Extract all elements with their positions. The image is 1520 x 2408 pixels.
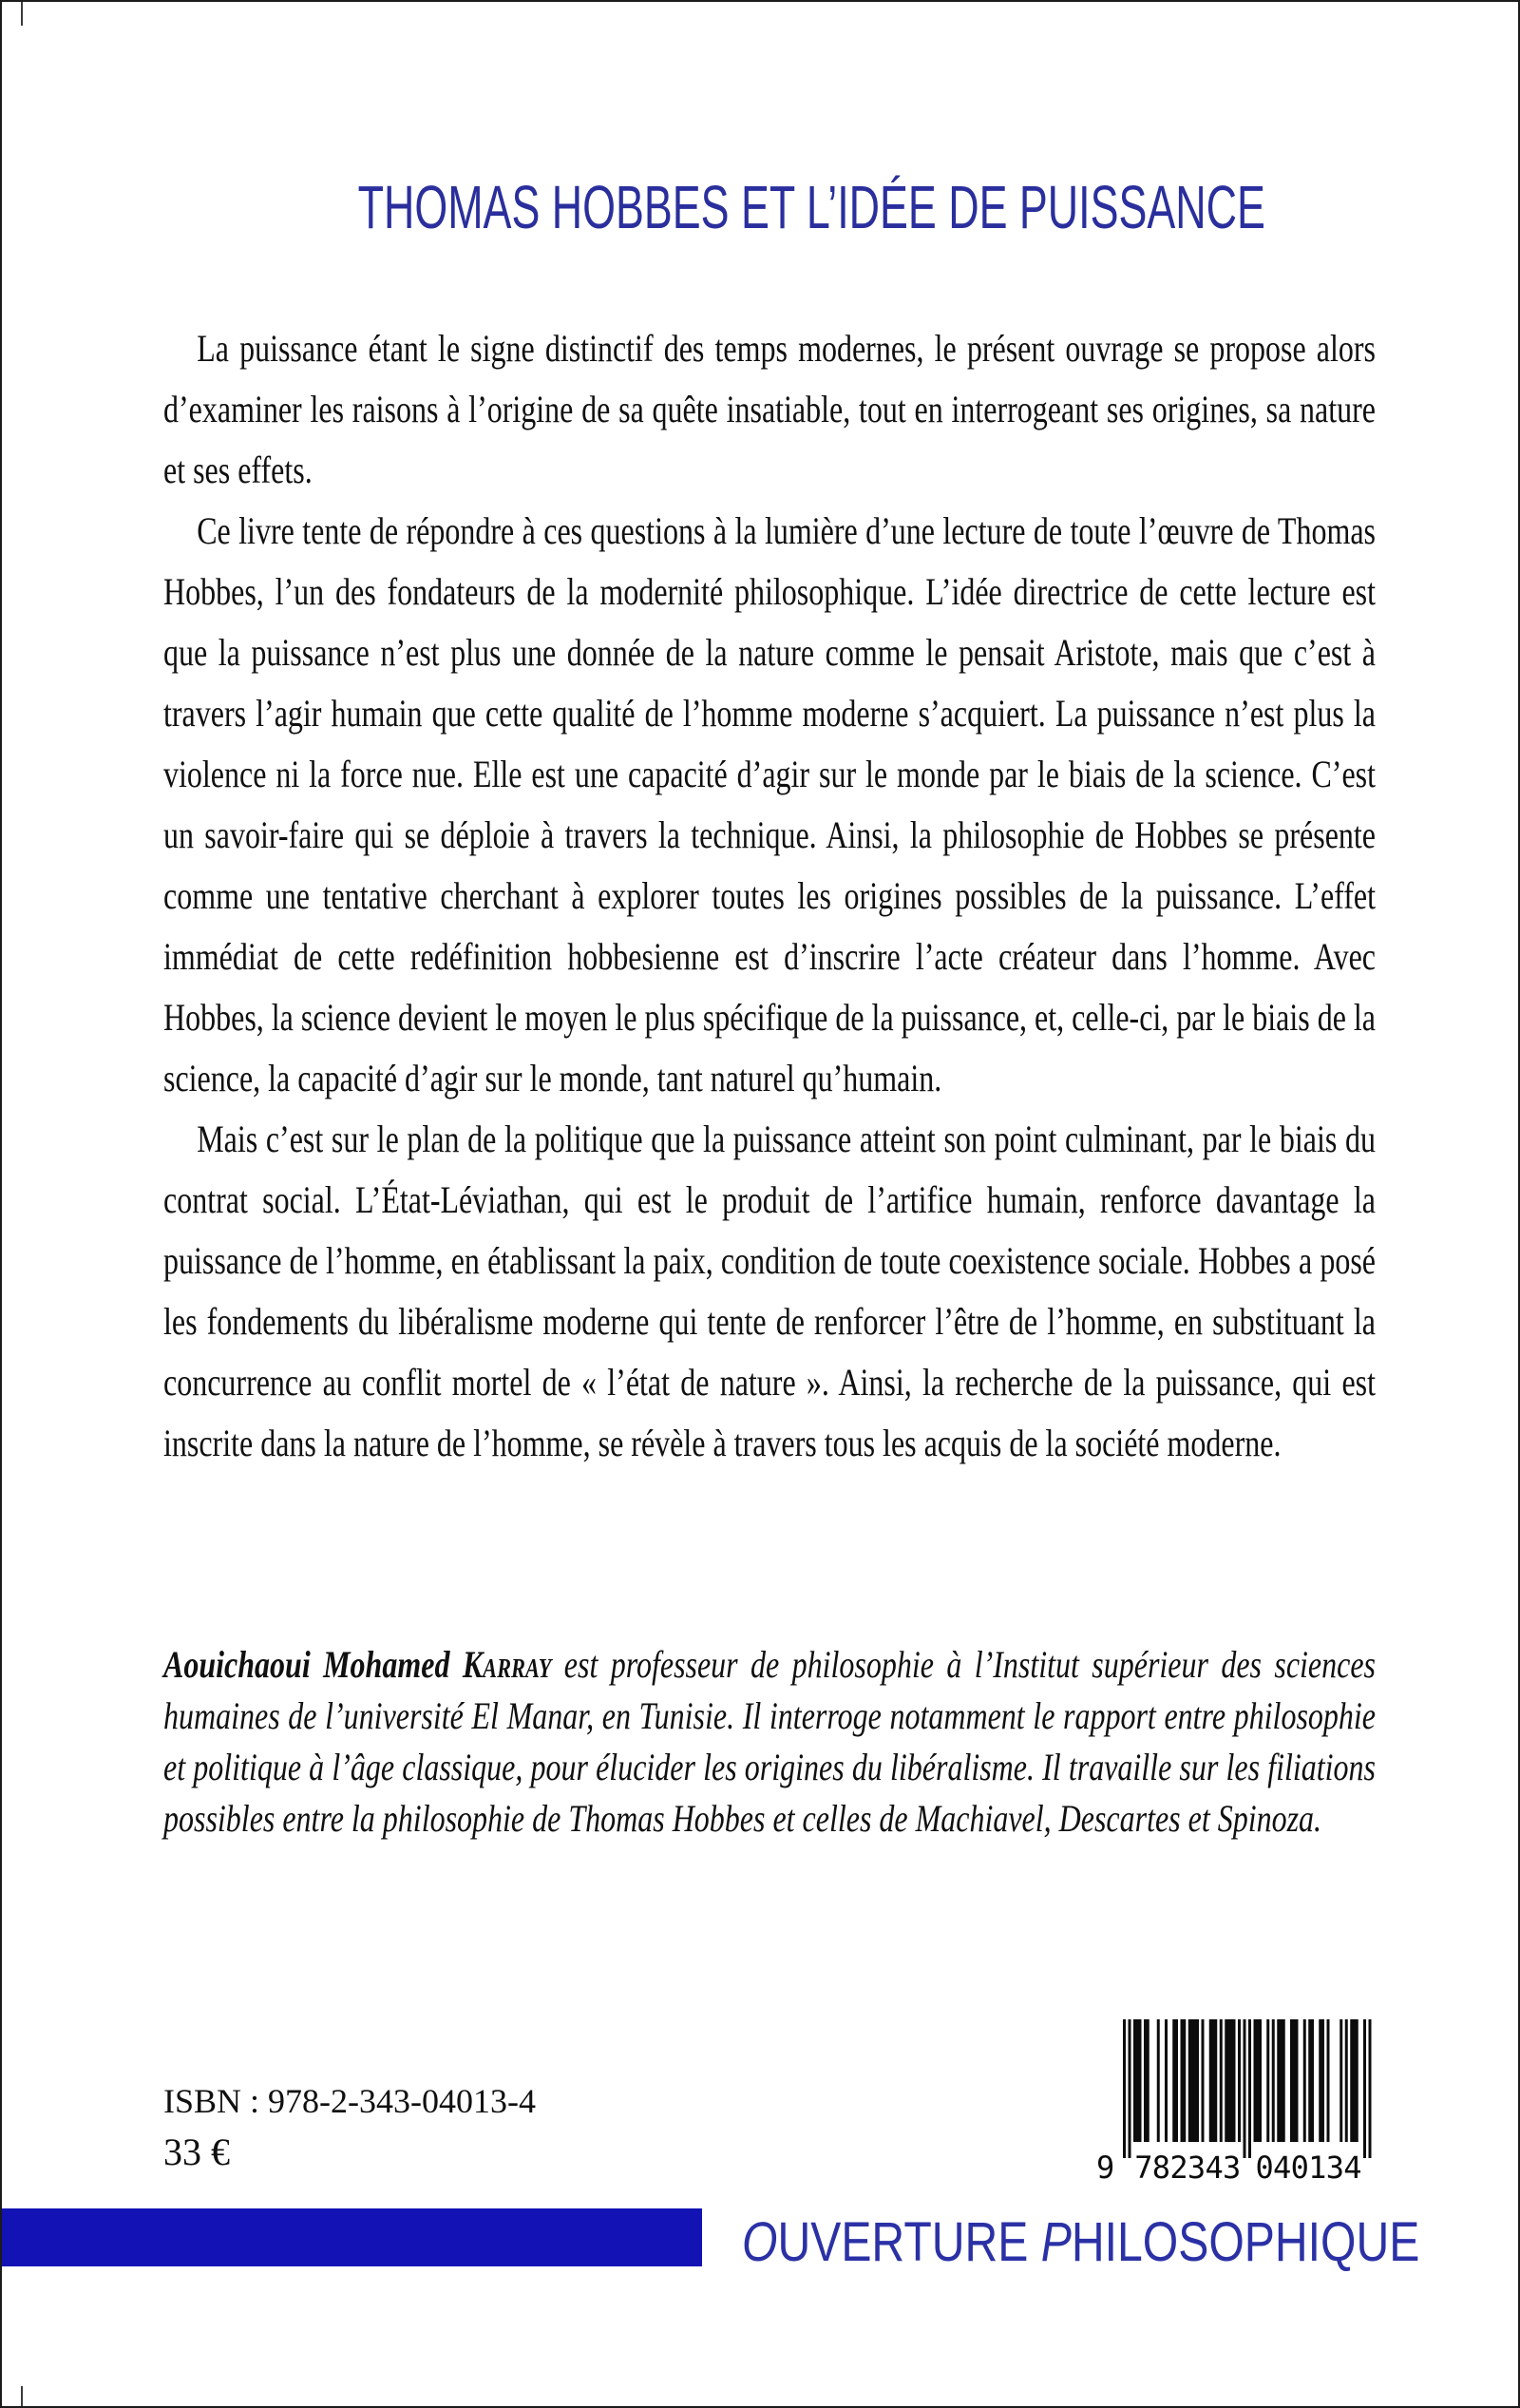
isbn-text: ISBN : 978-2-343-04013-4	[163, 2082, 536, 2120]
book-title: THOMAS HOBBES ET L’IDÉE DE PUISSANCE	[357, 173, 1265, 241]
collection-label	[742, 2213, 1419, 2271]
ean13-barcode	[1081, 2015, 1395, 2190]
synopsis	[163, 318, 1376, 1474]
synopsis-paragraph-3: Mais c’est sur le plan de la politique que la puissance atteint son point culminant, par le biais du contrat social. L’État-Léviathan, qui est le produit de l’artifice humain, renforce davantage la puissance de l’homme, en établissant la paix, condition de toute coexistence sociale. Hobbes a posé les fondements du libéralisme moderne qui tente de renforcer l’être de l’homme, en substituant la concurrence au conflit mortel de « l’état de nature ». Ainsi, la recherche de la puissance, qui est inscrite dans la nature de l’homme, se révèle à travers tous les acquis de la société moderne.	[163, 1118, 1377, 1464]
author-bio-body: est professeur de philosophie à l’Institut supérieur des sciences humaines de l’université El Manar, en Tunisie. Il interroge notamment le rapport entre philosophie et politique à l’âge classique, pour élucider les origines du libéralisme. Il travaille sur les filiations possibles entre la philosophie de Thomas Hobbes et celles de Machiavel, Descartes et Spinoza.	[163, 1643, 1376, 1840]
svg-text:782343: 782343	[1134, 2150, 1242, 2186]
synopsis-paragraph-2: Ce livre tente de répondre à ces questions à la lumière d’une lecture de toute l’œuvre de Thomas Hobbes, l’un des fondateurs de la modernité philosophique. L’idée directrice de cette lecture est que la puissance n’est plus une donnée de la nature comme le pensait Aristote, mais que c’est à travers l’agir humain que cette qualité de l’homme moderne s’acquiert. La puissance n’est plus la violence ni la force nue. Elle est une capacité d’agir sur le monde par le biais de la science. C’est un savoir-faire qui se déploie à travers la technique. Ainsi, la philosophie de Hobbes se présente comme une tentative cherchant à explorer toutes les origines possibles de la puissance. L’effet immédiat de cette redéfinition hobbesienne est d’inscrire l’acte créateur dans l’homme. Avec Hobbes, la science devient le moyen le plus spécifique de la puissance, et, celle-ci, par le biais de la science, la capacité d’agir sur le monde, tant naturel qu’humain.	[163, 509, 1377, 1099]
price-text: 33 €	[163, 2131, 230, 2173]
collection-word1-rest: UVERTURE	[777, 2211, 1029, 2273]
collection-word1-initial: O	[742, 2211, 778, 2273]
author-given-names: Aouichaoui Mohamed	[163, 1643, 463, 1686]
author-bio-text-block	[163, 1639, 1376, 1844]
collection-word2-rest: HILOSOPHIQUE	[1071, 2211, 1420, 2273]
synopsis-paragraph-1: La puissance étant le signe distinctif des temps modernes, le présent ouvrage se propose alors d’examiner les raisons à l’origine de sa quête insatiable, tout en interrogeant ses origines, sa nature et ses effets.	[163, 327, 1377, 491]
crop-mark-bottom-left	[21, 2386, 23, 2408]
svg-text:040134: 040134	[1255, 2150, 1362, 2186]
crop-mark-top-left	[21, 2, 23, 26]
page-title	[163, 173, 1376, 241]
author-surname: Karray	[462, 1643, 552, 1686]
collection-band-bar	[2, 2208, 702, 2266]
synopsis-text-block	[163, 318, 1376, 1474]
author-bio	[163, 1639, 1376, 1844]
collection-word2-initial: P	[1040, 2211, 1072, 2273]
svg-text:9: 9	[1096, 2150, 1115, 2186]
